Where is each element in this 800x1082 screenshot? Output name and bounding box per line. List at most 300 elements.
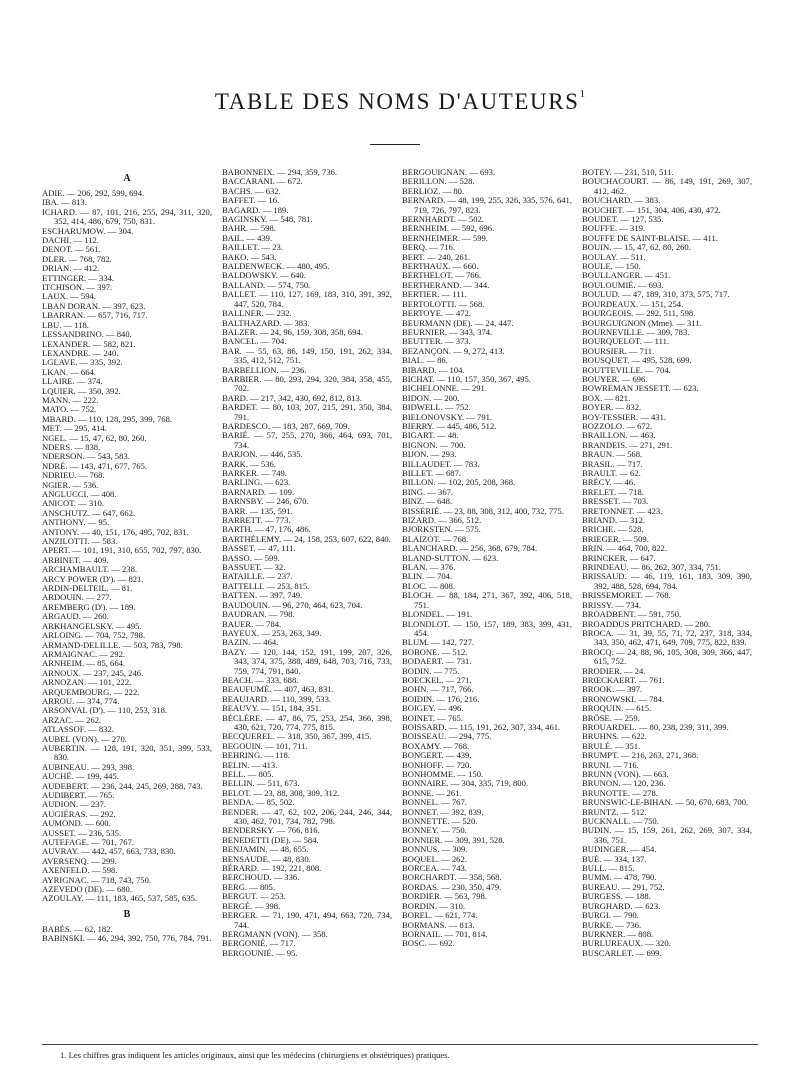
index-entry: BIBARD. — 104. bbox=[402, 364, 465, 375]
index-entry: BONNE. — 261. bbox=[402, 787, 462, 798]
index-entry: AUBERTIN. — 128, 191, 320, 351, 399, 533, 830. bbox=[42, 742, 212, 763]
index-entry: BRISSEMORET. — 768. bbox=[582, 590, 671, 601]
index-entry: BASSET. — 47, 111. bbox=[222, 543, 296, 554]
index-entry: LGLAVE. — 335, 392. bbox=[42, 357, 123, 368]
index-entry: BILLON. — 102, 205, 208, 368. bbox=[402, 477, 516, 488]
index-entry: BOISSEAU. — 294, 775. bbox=[402, 731, 492, 742]
index-entry: BECQUEREL. — 318, 350, 367, 399, 415. bbox=[222, 731, 372, 742]
index-entry: BATTEN. — 397, 749. bbox=[222, 590, 303, 601]
index-entry: BÉRARD. — 192, 221, 808. bbox=[222, 863, 322, 874]
index-entry: BICHAT. — 110, 157, 350, 367, 495. bbox=[402, 373, 531, 384]
index-entry: LEXANDRE. — 240. bbox=[42, 347, 119, 358]
index-entry: BERGOUNIÉ. — 95. bbox=[222, 947, 298, 958]
index-entry: BRIAND. — 312. bbox=[582, 515, 646, 526]
index-entry: BOREL. — 621, 774. bbox=[402, 910, 478, 921]
index-entry: BELLIN. — 511, 673. bbox=[222, 778, 300, 789]
index-entry: BOECKEL. — 271. bbox=[402, 674, 472, 685]
index-entry: BERGÉ. — 398. bbox=[222, 900, 281, 911]
index-entry: BLAND-SUTTON. — 623. bbox=[402, 552, 499, 563]
index-entry: BOBONE. — 512. bbox=[402, 646, 468, 657]
index-entry: BERGONIÉ. — 717. bbox=[222, 938, 296, 949]
index-entry: ANTHONY. — 95. bbox=[42, 517, 110, 528]
index-entry: BAFFET. — 16. bbox=[222, 195, 280, 206]
index-entry: BOURNEVILLE. — 309, 783. bbox=[582, 326, 690, 337]
index-entry: BARKER. — 749. bbox=[222, 468, 287, 478]
page-title-text: TABLE DES NOMS D'AUTEURS bbox=[214, 89, 580, 114]
index-entry: BEURMANN (DE). — 24, 447. bbox=[402, 317, 514, 328]
index-entry: BRIN. — 464, 700, 822. bbox=[582, 543, 667, 554]
index-entry: BEZANÇON. — 9, 272, 413. bbox=[402, 345, 505, 356]
index-entry: AUGIÉRAS. — 292. bbox=[42, 808, 116, 819]
index-entry: BIZARD. — 366, 512. bbox=[402, 515, 482, 526]
index-entry: BIGNON. — 700. bbox=[402, 439, 466, 450]
index-entry: BARBELLION. — 236. bbox=[222, 364, 307, 375]
index-entry: BOIDIN. — 176, 216. bbox=[402, 693, 480, 704]
index-entry: BONNEY. — 750. bbox=[402, 825, 467, 836]
index-entry: BABINSKI. — 46, 294, 392, 750, 776, 784, 791. bbox=[42, 933, 212, 944]
index-entry: BOUTTEVILLE. — 704. bbox=[582, 364, 671, 375]
index-entry: BASSO. — 599. bbox=[222, 552, 280, 563]
section-letter: A bbox=[123, 173, 131, 184]
index-entry: NDERSON. — 543, 583. bbox=[42, 451, 130, 462]
index-entry: BERT. — 240, 261. bbox=[402, 251, 471, 262]
index-entry: BAKO. — 543. bbox=[222, 251, 277, 262]
index-entry: BRUNOTTE. — 278. bbox=[582, 787, 658, 798]
index-entry: BROCA. — 31, 39, 55, 71, 72, 237, 318, 334, 343, 350, 462, 471, 649, 709, 775, 822, 839. bbox=[582, 627, 752, 648]
index-entry: AUBINEAU. — 293, 398. bbox=[42, 761, 135, 772]
index-entry: BATAILLE. — 237. bbox=[222, 571, 293, 582]
index-entry: BOURQUELOT. — 111. bbox=[582, 336, 670, 347]
index-entry: BARBIER. — 80, 293, 294, 320, 384, 358, 455, 702. bbox=[222, 373, 392, 394]
index-entry: BAIL. — 439. bbox=[222, 232, 273, 243]
index-entry: BROQUIN. — 615. bbox=[582, 703, 652, 714]
index-entry: BOIGEY. — 496. bbox=[402, 703, 464, 714]
index-entry: BRELET. — 718. bbox=[582, 486, 644, 497]
index-entry: DACHI. — 112. bbox=[42, 235, 99, 246]
index-entry: BRIEGER. — 509. bbox=[582, 533, 649, 544]
index-entry: BOURSIER. — 711. bbox=[582, 345, 655, 356]
index-entry: BOURGUIGNON (Mme). — 311. bbox=[582, 317, 702, 328]
index-entry: BOZZOLO. — 672. bbox=[582, 420, 653, 431]
index-entry: ARNHEIM. — 85, 664. bbox=[42, 658, 126, 669]
index-entry: ARNOZAN. — 101, 222. bbox=[42, 677, 132, 688]
index-entry: BARNARD. — 109. bbox=[222, 486, 295, 497]
index-entry: MBARD. — 110, 128, 295, 399, 768. bbox=[42, 413, 173, 424]
index-entry: BLAIZOT. — 768. bbox=[402, 533, 469, 544]
index-entry: BJORKSTEN. — 575. bbox=[402, 524, 481, 535]
index-entry: BOUCHARD. — 383. bbox=[582, 195, 661, 206]
index-entry: AXENFELD. — 598. bbox=[42, 865, 118, 876]
index-entry: NDRIEU. — 768. bbox=[42, 470, 105, 481]
index-entry: BARD. — 217, 342, 430, 692, 812, 813. bbox=[222, 392, 362, 403]
index-entry: BONNETTE. — 520. bbox=[402, 816, 478, 827]
index-entry: BÉCLÈRE. — 47, 86, 75, 253, 254, 366, 398, 430, 621, 720, 774, 775, 815. bbox=[222, 712, 392, 732]
index-entry: BLUM. — 142, 727. bbox=[402, 637, 475, 648]
index-entry: BERLIOZ. — 80. bbox=[402, 185, 465, 196]
index-entry: BROOK. — 397. bbox=[582, 684, 643, 695]
index-entry: BOUFFE DE SAINT-BLAISE. — 411. bbox=[582, 232, 718, 243]
index-entry: BONNUS. — 309. bbox=[402, 844, 468, 855]
index-entry: BONNET. — 392, 839. bbox=[402, 806, 484, 817]
index-entry: BERQ. — 716. bbox=[402, 242, 455, 253]
index-entry: BRUMPT. — 216, 263, 271, 368. bbox=[582, 750, 699, 761]
index-column-4 bbox=[582, 168, 752, 958]
index-entry: BOTEY. — 231, 510, 511. bbox=[582, 167, 674, 177]
index-entry: BURGI. — 790. bbox=[582, 910, 639, 921]
index-entry: ARQUEMBOURG. — 222. bbox=[42, 686, 140, 697]
index-entry: LBU. — 118. bbox=[42, 319, 89, 330]
index-entry: BUREAU. — 291, 752. bbox=[582, 881, 665, 892]
index-entry: AUVRAY. — 442, 457, 663, 733, 830. bbox=[42, 846, 176, 857]
index-entry: BOXAMY. — 768. bbox=[402, 740, 470, 751]
index-entry: BRINCKER. — 647. bbox=[582, 552, 656, 563]
index-entry: BONNIER. — 309, 391, 528. bbox=[402, 834, 505, 845]
index-column-3 bbox=[402, 168, 572, 949]
index-entry: BISSÉRIÉ. — 23, 88, 308, 312, 400, 732, 775. bbox=[402, 505, 564, 516]
index-entry: BORCHARDT. — 358, 568. bbox=[402, 872, 502, 883]
index-entry: BANCEL. — 704. bbox=[222, 336, 287, 347]
index-column-1 bbox=[42, 168, 212, 944]
index-entry: BILLAUDET. — 783. bbox=[402, 458, 480, 469]
index-entry: BORDIER. — 563, 798. bbox=[402, 891, 487, 902]
index-entry: BERTHERAND. — 344. bbox=[402, 279, 490, 290]
index-entry: BIERRY. — 445, 486, 512. bbox=[402, 420, 497, 431]
index-entry: BENDERSKY. — 766, 816. bbox=[222, 825, 320, 836]
index-entry: AUDEBERT. — 236, 244, 245, 269, 288, 743. bbox=[42, 780, 203, 791]
index-entry: ITCHISON. — 397. bbox=[42, 282, 113, 293]
index-entry: AUSSET. — 236, 535. bbox=[42, 827, 122, 838]
index-entry: BIAL. — 86. bbox=[402, 355, 448, 366]
index-entry: BERTOLOTTI. — 568. bbox=[402, 298, 485, 309]
title-rule bbox=[370, 144, 420, 145]
index-entry: BALDENWECK. — 480, 495. bbox=[222, 261, 330, 272]
index-entry: BAUDOUIN. — 96, 270, 464, 623, 704. bbox=[222, 599, 363, 610]
index-entry: BRAUN. — 568. bbox=[582, 449, 643, 460]
title-footnote-marker: 1 bbox=[579, 88, 586, 100]
index-entry: BARTHÉLEMY. — 24, 158, 253, 607, 622, 840. bbox=[222, 533, 391, 544]
index-entry: BERTHAUX. — 660. bbox=[402, 261, 479, 272]
index-entry: BRICHE. — 528. bbox=[582, 524, 644, 535]
footnote: 1. Les chiffres gras indiquent les articles originaux, ainsi que les médecins (chirurgiens et obstétriques) pratiques. bbox=[60, 1050, 450, 1060]
index-entry: AZOULAY. — 111, 183, 465, 537, 585, 635. bbox=[42, 893, 198, 904]
index-entry: ARDOUIN. — 277. bbox=[42, 592, 112, 603]
index-entry: BOULUD. — 47, 189, 310, 373, 575, 717. bbox=[582, 289, 730, 300]
index-entry: BROADBENT. — 591, 750. bbox=[582, 609, 682, 620]
index-entry: BORDIN. — 310. bbox=[402, 900, 466, 911]
index-entry: ARDIN-DELTEIL. — 81. bbox=[42, 583, 133, 594]
index-entry: ANGLUCCI. — 408. bbox=[42, 489, 117, 499]
index-entry: BONGERT. — 439. bbox=[402, 750, 472, 761]
index-entry: BACCARANI. — 672. bbox=[222, 176, 303, 187]
footnote-rule bbox=[42, 1044, 758, 1045]
index-entry: BING. — 367. bbox=[402, 486, 454, 497]
index-entry: BOURDEAUX. — 151, 254. bbox=[582, 298, 684, 309]
index-entry: ICHARD. — 87, 101, 216, 255, 294, 311, 320, 352, 414, 486, 679, 750, 831. bbox=[42, 206, 212, 227]
index-entry: BURGHARD. — 623. bbox=[582, 900, 661, 911]
index-entry: BERNHEIM. — 592, 696. bbox=[402, 223, 495, 234]
index-entry: BOSC. — 692. bbox=[402, 938, 455, 949]
index-entry: MANN. — 222. bbox=[42, 394, 99, 405]
index-entry: BALDOWSKY. — 640. bbox=[222, 270, 306, 281]
index-entry: ANSCHUTZ. — 647, 662. bbox=[42, 507, 136, 518]
index-entry: BRISSAUD. — 46, 119, 161, 183, 309, 390, 392, 488, 528, 694, 784. bbox=[582, 571, 752, 591]
index-entry: BELL. — 805. bbox=[222, 769, 274, 779]
index-entry: BIGART. — 48. bbox=[402, 430, 459, 441]
index-entry: BRÉCY. — 46. bbox=[582, 477, 636, 488]
index-entry: BATTELLI. — 253, 815. bbox=[222, 580, 310, 591]
index-entry: BRAULT. — 62. bbox=[582, 468, 641, 478]
index-entry: BROADDUS PRITCHARD. — 280. bbox=[582, 618, 711, 629]
index-entry: ARCY POWER (D'). — 821. bbox=[42, 573, 144, 584]
index-entry: BERNARD. — 48, 199, 255, 326, 335, 576, 641, 719, 726, 797, 823. bbox=[402, 195, 572, 215]
index-entry: BOUFFE. — 319. bbox=[582, 223, 646, 234]
index-entry: BOURGEOIS. — 292, 511, 598. bbox=[582, 308, 696, 319]
index-entry: AUBEL (VON). — 270. bbox=[42, 733, 127, 744]
index-entry: AZEVEDO (DE). — 680. bbox=[42, 884, 132, 895]
index-entry: BALLAND. — 574, 750. bbox=[222, 279, 311, 290]
index-entry: ARMAIGNAC. — 292. bbox=[42, 648, 126, 659]
index-entry: BLONDLOT. — 150, 157, 189, 383, 399, 431, 454. bbox=[402, 618, 572, 638]
index-entry: BONHOMME. — 150. bbox=[402, 769, 484, 779]
index-entry: BOULOUMIÉ. — 693. bbox=[582, 279, 664, 290]
index-entry: BOWREMAN JESSETT. — 623. bbox=[582, 383, 699, 394]
index-entry: LEXANDER. — 582, 821. bbox=[42, 338, 136, 349]
index-entry: BENEDETTI (DE). — 584. bbox=[222, 834, 319, 845]
index-entry: BUMM. — 478, 790. bbox=[582, 872, 657, 883]
index-entry: BERGMANN (VON). — 358. bbox=[222, 928, 328, 939]
index-entry: BARJON. — 446, 535. bbox=[222, 449, 303, 460]
index-entry: BELIN. — 413. bbox=[222, 759, 278, 770]
index-entry: BOQUEL. — 262. bbox=[402, 853, 467, 864]
index-entry: BASSUET. — 32. bbox=[222, 562, 286, 573]
index-entry: LESSANDRINO. — 840. bbox=[42, 329, 132, 340]
index-entry: LKAN. — 664. bbox=[42, 366, 96, 377]
index-entry: BRÖSE. — 259. bbox=[582, 712, 640, 723]
index-entry: BORNAIL. — 701, 814. bbox=[402, 928, 488, 939]
index-entry: BOULLANGER. — 451. bbox=[582, 270, 671, 281]
index-entry: BRISSY. — 734. bbox=[582, 599, 642, 610]
index-entry: AUDIBERT. — 765. bbox=[42, 790, 115, 800]
index-entry: BRUNON. — 120, 236. bbox=[582, 778, 666, 789]
index-entry: BOHN. — 717, 766. bbox=[402, 684, 474, 695]
index-entry: ADIE. — 206, 292, 599, 694. bbox=[42, 188, 145, 198]
index-entry: ARCHAMBAULT. — 238. bbox=[42, 564, 138, 575]
index-entry: BARR. — 135, 591. bbox=[222, 505, 293, 516]
index-entry: AREMBERG (D'). — 189. bbox=[42, 601, 136, 612]
index-entry: ARROU. — 374, 774. bbox=[42, 695, 120, 706]
index-entry: BURKNER. — 808. bbox=[582, 928, 654, 939]
index-entry: BERCHOUD. — 336. bbox=[222, 872, 300, 883]
index-entry: BAR. — 55, 63, 86, 149, 150, 191, 262, 334, 335, 412, 512, 751. bbox=[222, 345, 392, 366]
index-entry: BRUNN (VON). — 663. bbox=[582, 769, 669, 779]
index-entry: BUCKNALL. — 750. bbox=[582, 816, 659, 827]
index-entry: ARBINET. — 409. bbox=[42, 554, 109, 565]
index-entry: BUSCARLET. — 699. bbox=[582, 947, 662, 958]
index-entry: APERT. — 101, 191, 310, 655, 702, 797, 830. bbox=[42, 545, 202, 556]
index-entry: BEAUJARD. — 110, 399, 533. bbox=[222, 693, 332, 704]
index-entry: BORMANS. — 813. bbox=[402, 919, 475, 930]
index-column-2 bbox=[222, 168, 392, 958]
index-entry: BACHS. — 632. bbox=[222, 185, 281, 196]
index-entry: DLER. — 768, 782. bbox=[42, 253, 112, 264]
index-entry: BRINDEAU. — 86, 262, 307, 334, 751. bbox=[582, 562, 721, 573]
index-entry: BORCEA. — 743. bbox=[402, 863, 467, 874]
index-entry: BAUDRAN. — 798. bbox=[222, 609, 295, 620]
index-entry: NGEL. — 15, 47, 62, 80, 260. bbox=[42, 432, 147, 443]
index-entry: BEHRING. — 118. bbox=[222, 750, 290, 761]
index-entry: ETTINGER. — 334. bbox=[42, 272, 115, 283]
index-entry: BULL. — 815. bbox=[582, 863, 635, 874]
index-entry: ANICOT. — 310. bbox=[42, 498, 104, 509]
index-entry: BOX. — 821. bbox=[582, 392, 631, 403]
index-entry: BODAERT. — 731. bbox=[402, 656, 472, 667]
index-entry: BERGUT. — 253. bbox=[222, 891, 286, 902]
index-entry: BRULÉ. — 351. bbox=[582, 740, 641, 751]
index-entry: IBA. — 813. bbox=[42, 197, 87, 208]
index-entry: LBARRAN. — 657, 716, 717. bbox=[42, 310, 148, 321]
index-entry: BERNHEIMER. — 599. bbox=[402, 232, 488, 243]
index-entry: MET. — 295, 414. bbox=[42, 423, 107, 434]
index-entry: BROUARDEL. — 80, 238, 239, 311, 399. bbox=[582, 721, 729, 732]
index-entry: BONNAIRE. — 304, 335, 719, 800. bbox=[402, 778, 529, 789]
index-entry: BOINET. — 765. bbox=[402, 712, 463, 723]
index-entry: MATO. — 752. bbox=[42, 404, 97, 415]
index-entry: BOYER. — 832. bbox=[582, 402, 642, 413]
index-entry: BAUER. — 784. bbox=[222, 618, 282, 629]
index-entry: BUÉ. — 334, 137. bbox=[582, 853, 647, 864]
index-entry: BLAN. — 376. bbox=[402, 562, 456, 573]
index-entry: AUTEFAGE. — 701, 767. bbox=[42, 837, 134, 848]
index-entry: AUCHÉ. — 199, 445. bbox=[42, 771, 119, 782]
index-entry: BERTHELOT. — 766. bbox=[402, 270, 482, 281]
index-entry: BARLING. — 623. bbox=[222, 477, 291, 488]
index-entry: BRANDEIS. — 271, 291. bbox=[582, 439, 673, 450]
index-entry: AVERSENQ. — 299. bbox=[42, 855, 117, 866]
index-entry: BOUIN. — 15, 47, 62, 80, 260. bbox=[582, 242, 691, 253]
index-entry: BARIÉ. — 57, 255, 270, 366, 464, 693, 701, 734. bbox=[222, 430, 392, 450]
index-entry: BEUTTER. — 373. bbox=[402, 336, 471, 347]
index-entry: BOUCHACOURT. — 86, 149, 191, 269, 307, 412, 462. bbox=[582, 176, 752, 196]
index-entry: BARRETT. — 773. bbox=[222, 515, 291, 526]
index-entry: BAYEUX. — 253, 263, 349. bbox=[222, 627, 322, 638]
index-entry: BOUCHET. — 151, 304, 406, 430, 472. bbox=[582, 204, 721, 215]
index-entry: BENDA. — 85, 502. bbox=[222, 797, 295, 808]
index-entry: BRUHNS. — 622. bbox=[582, 731, 647, 742]
index-entry: BRUNI. — 716. bbox=[582, 759, 639, 770]
index-entry: AUDION. — 237. bbox=[42, 799, 106, 810]
page-title bbox=[0, 88, 800, 115]
index-entry: ARSONVAL (D'). — 110, 253, 318. bbox=[42, 705, 168, 716]
index-entry: DENOT. — 561. bbox=[42, 244, 101, 255]
index-entry: BRŒCKAERT. — 761. bbox=[582, 674, 665, 685]
index-entry: BOULAY. — 511. bbox=[582, 251, 646, 262]
index-entry: BRODIER. — 24. bbox=[582, 665, 646, 676]
index-entry: BIELONOVSKY. — 791. bbox=[402, 411, 493, 422]
index-entry: BALLNER. — 232. bbox=[222, 308, 292, 319]
index-entry: BAZIN. — 464. bbox=[222, 637, 279, 648]
index-entry: BERGER. — 71, 190, 471, 494, 663, 720, 734, 744. bbox=[222, 910, 392, 930]
index-entry: ANTONY. — 40, 151, 176, 495, 702, 831. bbox=[42, 526, 189, 537]
index-entry: ARKHANGELSKY. — 495. bbox=[42, 620, 142, 631]
index-entry: LAUX. — 594. bbox=[42, 291, 96, 302]
index-entry: BRAILLON. — 463. bbox=[582, 430, 656, 441]
index-entry: BODIN. — 775. bbox=[402, 665, 460, 676]
index-entry: BARTH. — 47, 176, 486. bbox=[222, 524, 311, 535]
index-entry: BEAUVY. — 151, 184, 351. bbox=[222, 703, 322, 714]
index-entry: BEURNIER. — 343, 374. bbox=[402, 326, 493, 337]
index-entry: LBAN DORAN. — 397, 623. bbox=[42, 300, 146, 311]
index-entry: BABÈS. — 62, 182. bbox=[42, 923, 113, 934]
index-entry: BAGARD. — 189. bbox=[222, 204, 289, 215]
index-entry: BURGESS. — 188. bbox=[582, 891, 651, 902]
index-entry: NGIER. — 536. bbox=[42, 479, 99, 490]
index-entry: BALZER. — 24, 96, 159, 308, 358, 694. bbox=[222, 326, 363, 337]
index-entry: BALTHAZARD. — 383. bbox=[222, 317, 310, 328]
index-entry: ESCHARUMOW. — 304. bbox=[42, 225, 134, 236]
index-entry: BUDINGER. — 454. bbox=[582, 844, 657, 855]
index-entry: BEAUFUMÉ. — 407, 463, 831. bbox=[222, 684, 334, 695]
index-entry: BUDIN. — 15, 159, 261, 262, 269, 307, 334, 336, 751. bbox=[582, 825, 752, 845]
index-entry: BAHR. — 598. bbox=[222, 223, 276, 234]
index-entry: BOY-TESSIER. — 431. bbox=[582, 411, 667, 422]
index-entry: BROCQ. — 24, 88, 96, 105, 308, 309, 366, 447, 615, 752. bbox=[582, 646, 752, 667]
index-entry: DRIAN. — 412. bbox=[42, 263, 100, 274]
index-entry: BARDET. — 80, 103, 207, 215, 291, 350, 384, 791. bbox=[222, 402, 392, 422]
index-entry: BRETONNET. — 423. bbox=[582, 505, 663, 516]
index-entry: ANZILOTTI. — 583. bbox=[42, 536, 118, 547]
index-entry: ATLASSOF. — 832. bbox=[42, 724, 114, 735]
index-entry: BENJAMIN. — 48, 655. bbox=[222, 844, 309, 855]
index-entry: BABONNEIX. — 294, 359, 736. bbox=[222, 167, 338, 177]
index-entry: BEGOUIN. — 101, 711. bbox=[222, 740, 308, 751]
index-entry: BLANCHARD. — 256, 368, 679, 784. bbox=[402, 543, 538, 554]
index-entry: LQUIER. — 350, 392. bbox=[42, 385, 121, 396]
index-entry: AUMOND. — 600. bbox=[42, 818, 111, 829]
index-entry: BIDWELL. — 752. bbox=[402, 402, 471, 413]
index-entry: ARLOING. — 704, 752, 798. bbox=[42, 630, 146, 641]
index-entry: BRASIL. — 717. bbox=[582, 458, 643, 469]
index-entry: BICHELONNE. — 291. bbox=[402, 383, 487, 394]
index-entry: BERNHARDT. — 502. bbox=[402, 214, 484, 225]
index-entry: BARK. — 536. bbox=[222, 458, 276, 469]
index-entry: BRESSET. — 703. bbox=[582, 496, 649, 507]
index-entry: BURKE. — 736. bbox=[582, 919, 642, 930]
index-entry: NDERS. — 838. bbox=[42, 441, 101, 452]
index-entry: AYRIGNAC. — 718, 743, 750. bbox=[42, 874, 152, 885]
index-entry: BORDAS. — 230, 350, 479. bbox=[402, 881, 502, 892]
index-entry: BAILLET. — 23. bbox=[222, 242, 283, 253]
index-entry: BRONOWSKI. — 784. bbox=[582, 693, 665, 704]
index-entry: BRUNSWIC-LE-BIHAN. — 50, 670, 683, 700. bbox=[582, 797, 749, 808]
index-entry: BOUYER. — 696. bbox=[582, 373, 648, 384]
index-entry: BERGOUIGNAN. — 693. bbox=[402, 167, 496, 177]
index-entry: BIJON. — 293. bbox=[402, 449, 457, 460]
index-entry: BARDESCO. — 183, 287, 669, 709. bbox=[222, 420, 350, 431]
index-entry: BERTOYE. — 472. bbox=[402, 308, 472, 319]
index-entry: BONHOFF. — 720. bbox=[402, 759, 472, 770]
index-entry: BRUNTZ. — 512. bbox=[582, 806, 647, 817]
index-entry: BAGINSKY. — 548, 781. bbox=[222, 214, 313, 225]
index-entry: LLAIRE. — 374. bbox=[42, 376, 103, 387]
index-entry: BURLUREAUX. — 320. bbox=[582, 938, 671, 949]
index-entry: BOISSARD. — 115, 191, 262, 307, 334, 461. bbox=[402, 721, 561, 732]
index-entry: BERTIER. — 111. bbox=[402, 289, 467, 300]
index-entry: BLONDEL. — 191. bbox=[402, 609, 473, 620]
index-entry: BEACH. — 333, 688. bbox=[222, 674, 299, 685]
index-entry: BILLET. — 687. bbox=[402, 468, 462, 478]
index-entry: ARMAND-DELILLE. — 503, 783, 798. bbox=[42, 639, 183, 650]
index-entry: BALLET. — 110, 127, 169, 183, 310, 391, 392, 447, 520, 784. bbox=[222, 289, 392, 309]
